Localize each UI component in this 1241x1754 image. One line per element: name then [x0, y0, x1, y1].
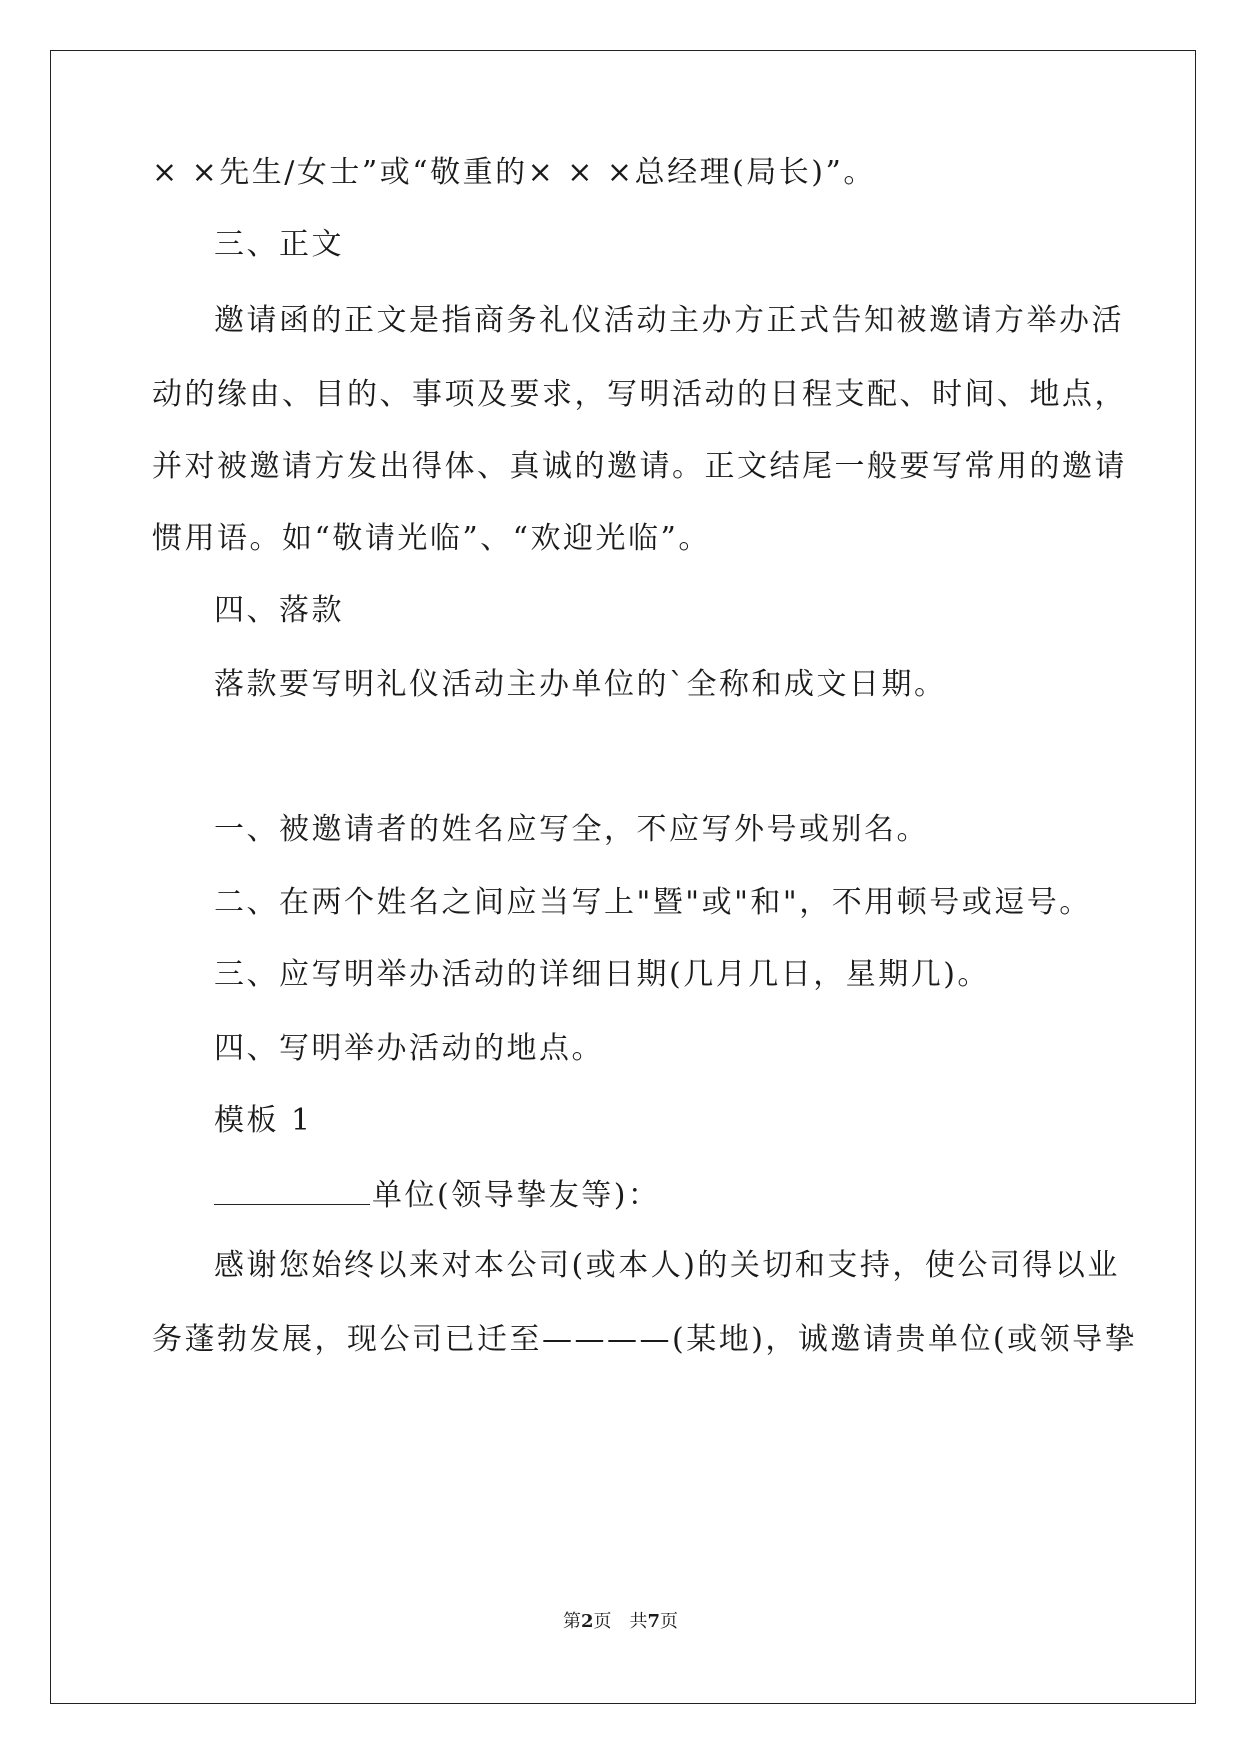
- paragraph-line: 感谢您始终以来对本公司(或本人)的关切和支持，使公司得以业: [214, 1248, 1120, 1283]
- list-item: 二、在两个姓名之间应当写上"暨"或"和"，不用顿号或逗号。: [214, 885, 1092, 920]
- footer-page-total: 7: [647, 1611, 661, 1632]
- page-footer: [0, 1610, 1241, 1634]
- section-heading: 四、落款: [214, 593, 344, 628]
- paragraph-line: 务蓬勃发展，现公司已迁至————(某地)，诚邀请贵单位(或领导挚: [152, 1322, 1138, 1357]
- paragraph-line: × ×先生/女士”或“敬重的× × ×总经理(局长)”。: [152, 155, 876, 190]
- salutation-text: 单位(领导挚友等)：: [372, 1178, 661, 1213]
- footer-page-current: 2: [580, 1611, 594, 1632]
- paragraph-line: 动的缘由、目的、事项及要求，写明活动的日程支配、时间、地点，: [152, 377, 1127, 412]
- footer-page-suffix: 页: [593, 1611, 612, 1632]
- footer-total-suffix: 页: [660, 1611, 679, 1632]
- fill-in-blank: [214, 1174, 370, 1205]
- paragraph-line: 邀请函的正文是指商务礼仪活动主办方正式告知被邀请方举办活: [214, 303, 1124, 338]
- list-item: 四、写明举办活动的地点。: [214, 1031, 604, 1066]
- section-heading: 三、正文: [214, 227, 344, 262]
- footer-page-prefix: 第: [562, 1611, 581, 1632]
- template-heading: 模板 1: [214, 1103, 313, 1138]
- list-item: 一、被邀请者的姓名应写全，不应写外号或别名。: [214, 812, 929, 847]
- footer-total-prefix: 共: [629, 1611, 648, 1632]
- paragraph-line: 落款要写明礼仪活动主办单位的`全称和成文日期。: [214, 667, 947, 702]
- paragraph-line: 惯用语。如“敬请光临”、“欢迎光临”。: [152, 521, 711, 556]
- list-item: 三、应写明举办活动的详细日期(几月几日，星期几)。: [214, 957, 990, 992]
- salutation-line: [214, 1174, 660, 1216]
- paragraph-line: 并对被邀请方发出得体、真诚的邀请。正文结尾一般要写常用的邀请: [152, 449, 1127, 484]
- page-border: [50, 50, 1196, 1704]
